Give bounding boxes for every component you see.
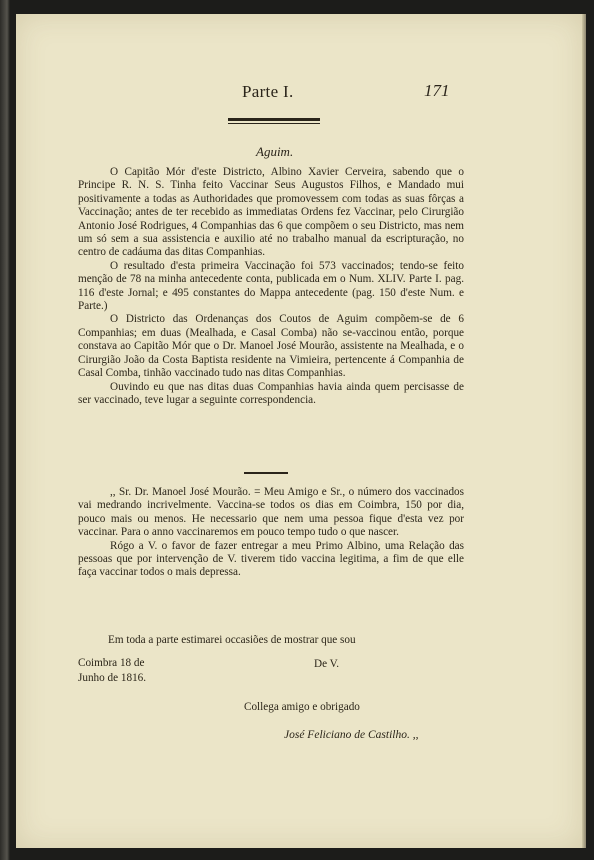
book-page [16, 14, 582, 848]
page-stack-edge [582, 14, 586, 848]
header-rule-thick [228, 118, 320, 121]
paragraph: O Districto das Ordenanças dos Coutos de Aguim compõem-se de 6 Companhias; em duas (Mealhada, e Casal Comba) não se-vaccinou então, porque constava ao Capitão Mór que o Dr. Manoel José Mourão, assistente na Mealhada, e o Cirurgião João da Costa Baptista residente na Vimieira, pertencente á Companhia de Casal Comba, tinhão vaccinado tudo nas ditas Companhias. [78, 313, 464, 380]
section-separator [244, 472, 288, 474]
place-date-line: Junho de 1816. [78, 672, 147, 684]
report-body [78, 166, 464, 407]
closing-line: Em toda a parte estimarei occasiões de mostrar que sou [108, 634, 356, 646]
valediction: Collega amigo e obrigado [244, 701, 360, 713]
paragraph: O resultado d'esta primeira Vaccinação foi 573 vaccinados; tendo-se feito menção de 78 na minha antecedente conta, publicada em o Num. XLIV. Parte I. pag. 116 d'este Jornal; e 495 constantes do Mappa antecedente (pag. 150 d'este Num. e Parte.) [78, 259, 464, 313]
paragraph: Ouvindo eu que nas ditas duas Companhias havia ainda quem percisasse de ser vaccinado, teve lugar a seguinte correspondencia. [78, 380, 464, 406]
de-v: De V. [314, 658, 340, 670]
section-title: Aguim. [256, 144, 294, 159]
signature: José Feliciano de Castilho. ,, [284, 729, 419, 741]
letter-body [78, 486, 464, 580]
place-and-date [78, 656, 146, 686]
header-rule-thin [228, 123, 320, 124]
book-binding-edge [0, 0, 10, 860]
page-number: 171 [424, 81, 450, 100]
letter-paragraph: Rógo a V. o favor de fazer entregar a meu Primo Albino, uma Relação das pessoas que por intervenção de V. tiverem tido vaccina legitima, a fim de que elle faça vaccinar todos o mais depressa. [78, 539, 464, 579]
paragraph: O Capitão Mór d'este Districto, Albino Xavier Cerveira, sabendo que o Principe R. N. S. Tinha feito Vaccinar Seus Augustos Filhos, e Mandado mui positivamente a todas as Authoridades que promovessem com todas as suas fôrças a Vaccinação; antes de ter recebido as immediatas Ordens fez Vaccinar, pelo Cirurgião Antonio José Rodrigues, 4 Companhias das 6 que compõem o seu Districto, mas nem um só sem a sua assistencia e auxilio até no trabalho manual da escripturação, no centro de cadáuma das ditas Companhias. [78, 166, 464, 259]
place-date-line: Coimbra 18 de [78, 657, 145, 669]
running-header: Parte I. [242, 82, 294, 101]
letter-paragraph: ,, Sr. Dr. Manoel José Mourão. = Meu Amigo e Sr., o número dos vaccinados vai medrando incrivelmente. Vaccina-se todos os dias em Coimbra, 150 por dia, pouco mais ou menos. He necessario que nem uma pessoa fique d'esta vez por vaccinar. Para o anno vaccinaremos em pouco tempo tudo o que nascer. [78, 486, 464, 539]
